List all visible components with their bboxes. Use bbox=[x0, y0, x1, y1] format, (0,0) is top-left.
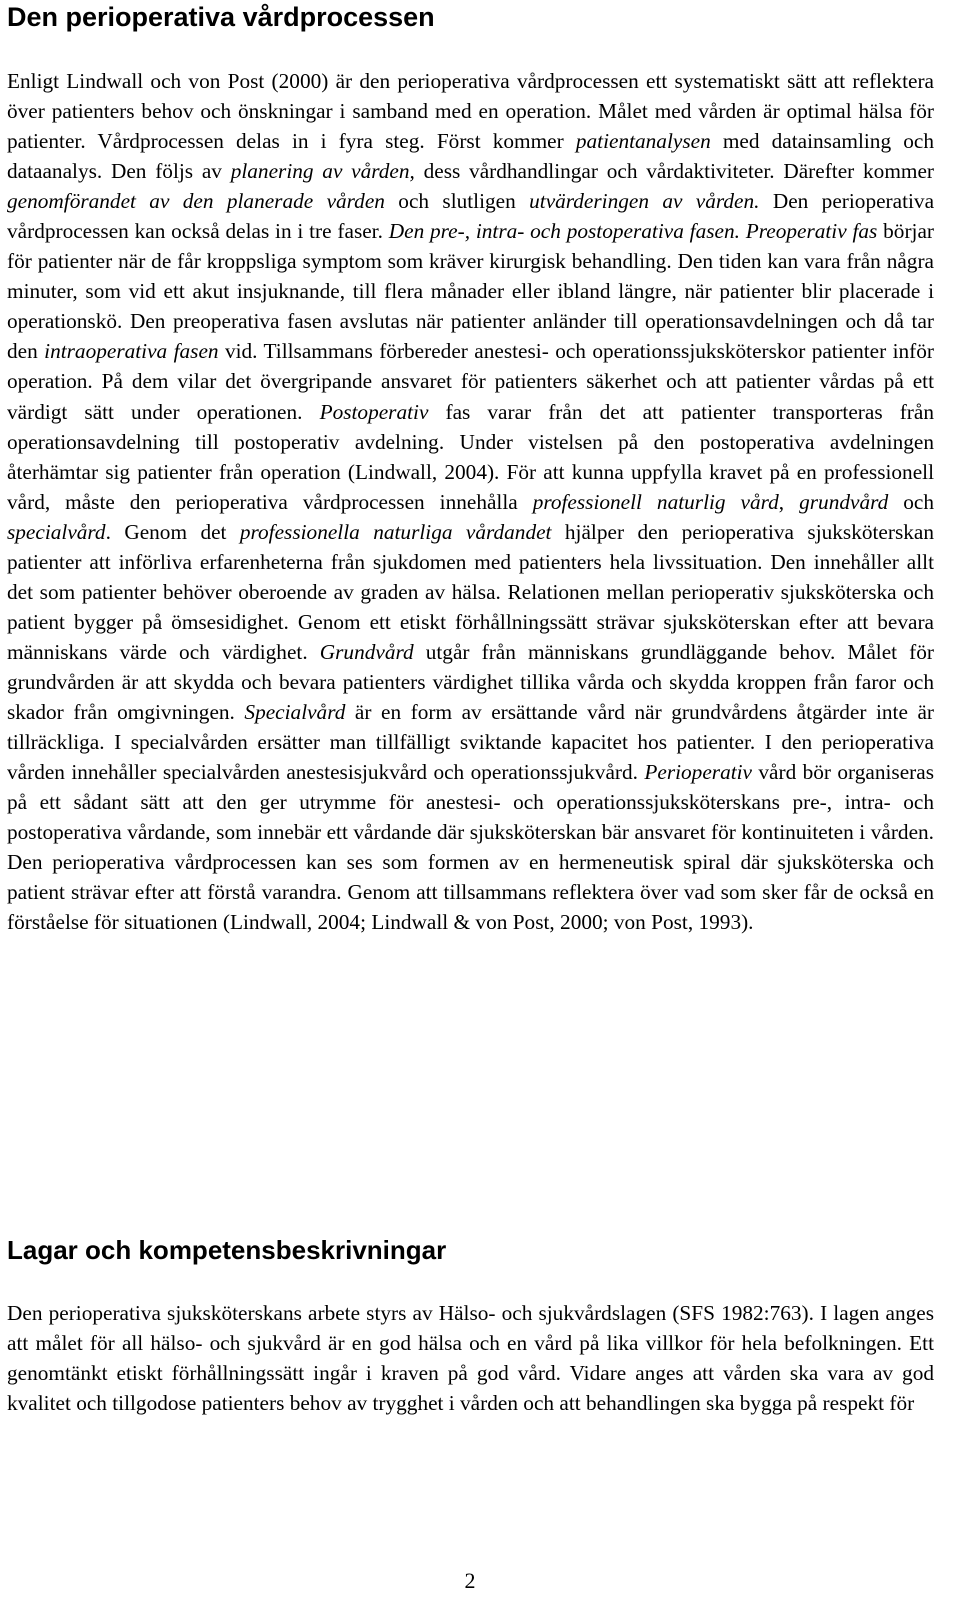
text-run: och slutligen bbox=[384, 189, 530, 214]
text-run: , bbox=[778, 489, 800, 514]
text-run: fas varar från det att patienter transporteras från operationsavdelning till postoperativ avdelning. Under vistelsen på den postoperativa avdelningen återhämtar sig patienter från operation (Lindwall, 2004). För att kunna uppfylla kravet på en professionell vård, måste den perioperativa vårdprocessen innehålla bbox=[7, 399, 934, 514]
text-run: utgår från människans grundläggande behov. Målet för grundvården är att skydda och bevara patienters värdighet tillika vårda och skydda kroppen från faror och skador från omgivningen. bbox=[7, 639, 934, 724]
italic-run: professionell naturlig vård bbox=[532, 489, 779, 514]
text-run: är en form av ersättande vård när grundvårdens åtgärder inte är tillräckliga. I specialvården ersätter man tillfälligt sviktande kapacitet hos patienter. I den perioperativa vården innehåller specialvården anestesisjukvård och operationssjukvård. bbox=[7, 699, 934, 785]
italic-run: specialvård bbox=[7, 519, 106, 544]
italic-run: patientanalysen bbox=[575, 129, 711, 154]
italic-run: Specialvård bbox=[244, 699, 346, 724]
italic-run: genomförandet av den planerade vården bbox=[7, 189, 385, 214]
italic-run: Postoperativ bbox=[319, 399, 429, 424]
italic-run: grundvård bbox=[799, 489, 889, 514]
italic-run: intraoperativa fasen bbox=[44, 339, 219, 364]
text-run: Enligt Lindwall och von Post (2000) är den perioperativa vårdprocessen ett systematiskt sätt att reflektera över patienters behov och önskningar i samband med en operation. Målet med vården är optimal hälsa för patienter. Vårdprocessen delas in i fyra steg. Först kommer bbox=[7, 69, 934, 154]
text-run: vård bör organiseras på ett sådant sätt att den ger utrymme för anestesi- och operationssjuksköterskans pre-, intra- och postoperativa vårdande, som innebär ett vårdande där sjuksköterskan bär ansvaret för kontinuiteten i vården. Den perioperativa vårdprocessen kan ses som formen av en hermeneutisk spiral där sjuksköterska och patient strävar efter att förstå varandra. Genom att tillsammans reflektera över vad som sker får de också en förståelse för situationen (Lindwall, 2004; Lindwall & von Post, 2000; von Post, 1993). bbox=[7, 760, 934, 935]
text-run: börjar för patienter när de får kroppsliga symptom som kräver kirurgisk behandling. Den tiden kan vara från några minuter, som vid ett akut insjuknande, till flera månader eller ibland längre, när patienter blir placerade i operationskö. Den preoperativa fasen avslutas när patienter anländer till operationsavdelningen och då tar den bbox=[7, 219, 935, 364]
italic-run: planering av vården, bbox=[230, 159, 415, 184]
text-run: . Genom det bbox=[105, 519, 240, 544]
text-run: hjälper den perioperativa sjuksköterskan patienter att införliva erfarenheterna från sjukdomen med patienters hela livssituation. Den innehåller allt det som patienter behöver oberoende av graden av hälsa. Relationen mellan perioperativ sjuksköterska och patient bygger på ömsesidighet. Genom ett etiskt förhållningssätt strävar sjuksköterskan efter att bevara människans värde och värdighet. bbox=[7, 519, 934, 664]
text-run: med datainsamling och dataanalys. Den följs av bbox=[7, 129, 934, 184]
text-run: vid. Tillsammans förbereder anestesi- och operationssjuksköterskor patienter inför operation. På dem vilar det övergripande ansvaret för patienters säkerhet och att patienter vårdas på ett värdigt sätt under operationen. bbox=[7, 339, 934, 424]
italic-run: Grundvård bbox=[319, 639, 414, 664]
italic-run: Preoperativ fas bbox=[745, 219, 878, 244]
paragraph-laws bbox=[7, 1298, 934, 1418]
paragraph-perioperative-process bbox=[7, 66, 934, 937]
text-run: dess vårdhandlingar och vårdaktiviteter. Därefter kommer bbox=[414, 159, 934, 184]
italic-run: Den pre-, intra- och postoperativa fasen. bbox=[388, 219, 740, 244]
text-run: Den perioperativa sjuksköterskans arbete styrs av Hälso- och sjukvårdslagen (SFS 1982:763). I lagen anges att målet för all hälso- och sjukvård är en god hälsa och en vård på lika villkor för hela befolkningen. Ett genomtänkt etiskt förhållningssätt ingår i kraven på god vård. Vidare anges att vården ska vara av god kvalitet och tillgodose patienters behov av trygghet i vården och att behandlingen ska bygga på respekt för bbox=[7, 1301, 934, 1416]
text-run: och bbox=[888, 489, 934, 514]
section-heading-perioperative-process: Den perioperativa vårdprocessen bbox=[7, 2, 435, 32]
italic-run: utvärderingen av vården. bbox=[529, 189, 760, 214]
page-number: 2 bbox=[464, 1568, 476, 1593]
italic-run: professionella naturliga vårdandet bbox=[239, 519, 552, 544]
italic-run: Perioperativ bbox=[644, 760, 752, 785]
text-run: Den perioperativa vårdprocessen kan också delas in i tre faser. bbox=[7, 189, 935, 244]
section-heading-laws: Lagar och kompetensbeskrivningar bbox=[7, 1235, 447, 1265]
